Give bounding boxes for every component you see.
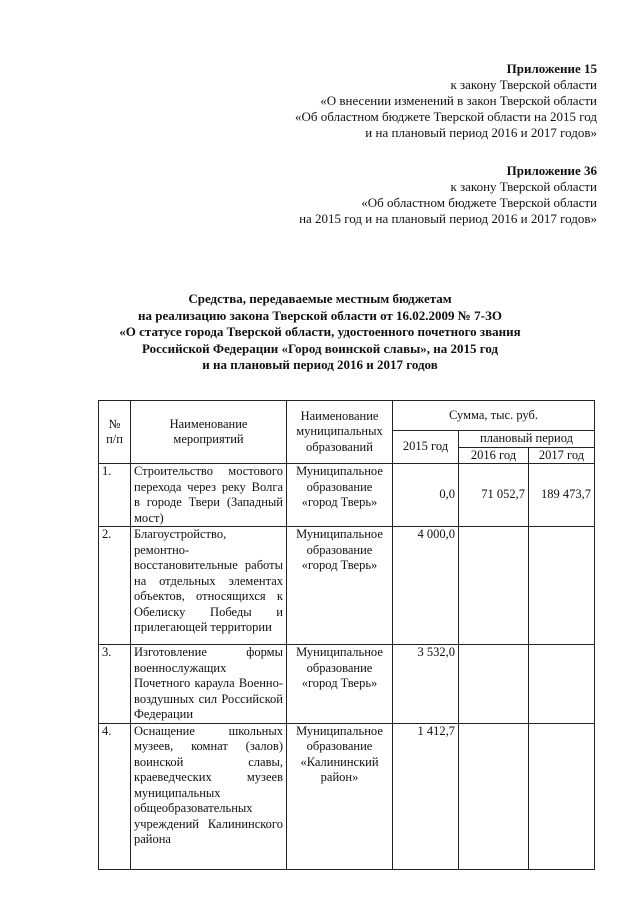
- appendix-15-line: «Об областном бюджете Тверской области на 2015 год: [295, 109, 597, 124]
- heading-line: Средства, передаваемые местным бюджетам: [188, 291, 452, 306]
- appendix-36-block: [299, 163, 597, 227]
- header-2016: 2016 год: [459, 447, 529, 464]
- header-2017: 2017 год: [529, 447, 595, 464]
- header-num: № п/п: [99, 401, 131, 464]
- document-heading: [0, 291, 640, 374]
- row-municipality: Муниципальное образование «город Тверь»: [287, 464, 393, 527]
- row-2015: 4 000,0: [393, 527, 459, 645]
- row-event: Строительство мостового перехода через реку Волга в городе Твери (Западный мост): [131, 464, 287, 527]
- row-event: Благоустройство, ремонтно-восстановительные работы на отдельных элементах объектов, относящихся к Обелиску Победы и прилегающей территории: [131, 527, 287, 645]
- row-2017: [529, 527, 595, 645]
- row-num: 1.: [99, 464, 131, 527]
- row-event: Оснащение школьных музеев, комнат (залов) воинской славы, краеведческих музеев муниципальных общеобразовательных учреждений Калининского района: [131, 723, 287, 869]
- appendix-36-line: «Об областном бюджете Тверской области: [361, 195, 597, 210]
- header-event: Наименование мероприятий: [131, 401, 287, 464]
- row-2015: 1 412,7: [393, 723, 459, 869]
- row-num: 2.: [99, 527, 131, 645]
- row-municipality: Муниципальное образование «Калининский район»: [287, 723, 393, 869]
- header-2015: 2015 год: [393, 431, 459, 464]
- appendix-36-line: к закону Тверской области: [450, 179, 597, 194]
- appendix-15-line: «О внесении изменений в закон Тверской области: [320, 93, 597, 108]
- table-row: [99, 527, 595, 645]
- heading-line: «О статусе города Тверской области, удостоенного почетного звания: [119, 324, 521, 339]
- heading-line: Российской Федерации «Город воинской славы», на 2015 год: [141, 340, 499, 356]
- appendix-36-title: Приложение 36: [506, 163, 597, 178]
- row-municipality: Муниципальное образование «город Тверь»: [287, 645, 393, 724]
- budget-table: [98, 400, 595, 870]
- appendix-15-block: [295, 61, 597, 141]
- appendix-15-line: и на плановый период 2016 и 2017 годов»: [365, 125, 597, 140]
- row-2015: 3 532,0: [393, 645, 459, 724]
- appendix-36-line: на 2015 год и на плановый период 2016 и 2017 годов»: [299, 211, 597, 226]
- row-2016: [459, 645, 529, 724]
- row-2017: 189 473,7: [529, 464, 595, 527]
- row-2017: [529, 645, 595, 724]
- table-header-row: [99, 401, 595, 431]
- row-municipality: Муниципальное образование «город Тверь»: [287, 527, 393, 645]
- row-2016: 71 052,7: [459, 464, 529, 527]
- row-event: Изготовление формы военнослужащих Почетного караула Военно-воздушных сил Российской Федерации: [131, 645, 287, 724]
- header-municipality: Наименование муниципальных образований: [287, 401, 393, 464]
- row-2015: 0,0: [393, 464, 459, 527]
- appendix-15-line: к закону Тверской области: [450, 77, 597, 92]
- row-2016: [459, 527, 529, 645]
- header-sum: Сумма, тыс. руб.: [393, 401, 595, 431]
- appendix-15-title: Приложение 15: [506, 61, 597, 76]
- header-planned-period: плановый период: [459, 431, 595, 448]
- heading-line: и на плановый период 2016 и 2017 годов: [202, 357, 438, 372]
- row-2017: [529, 723, 595, 869]
- table-row: [99, 723, 595, 869]
- row-num: 4.: [99, 723, 131, 869]
- table-row: [99, 464, 595, 527]
- table-row: [99, 645, 595, 724]
- row-2016: [459, 723, 529, 869]
- heading-line: на реализацию закона Тверской области от 16.02.2009 № 7-ЗО: [138, 307, 502, 323]
- row-num: 3.: [99, 645, 131, 724]
